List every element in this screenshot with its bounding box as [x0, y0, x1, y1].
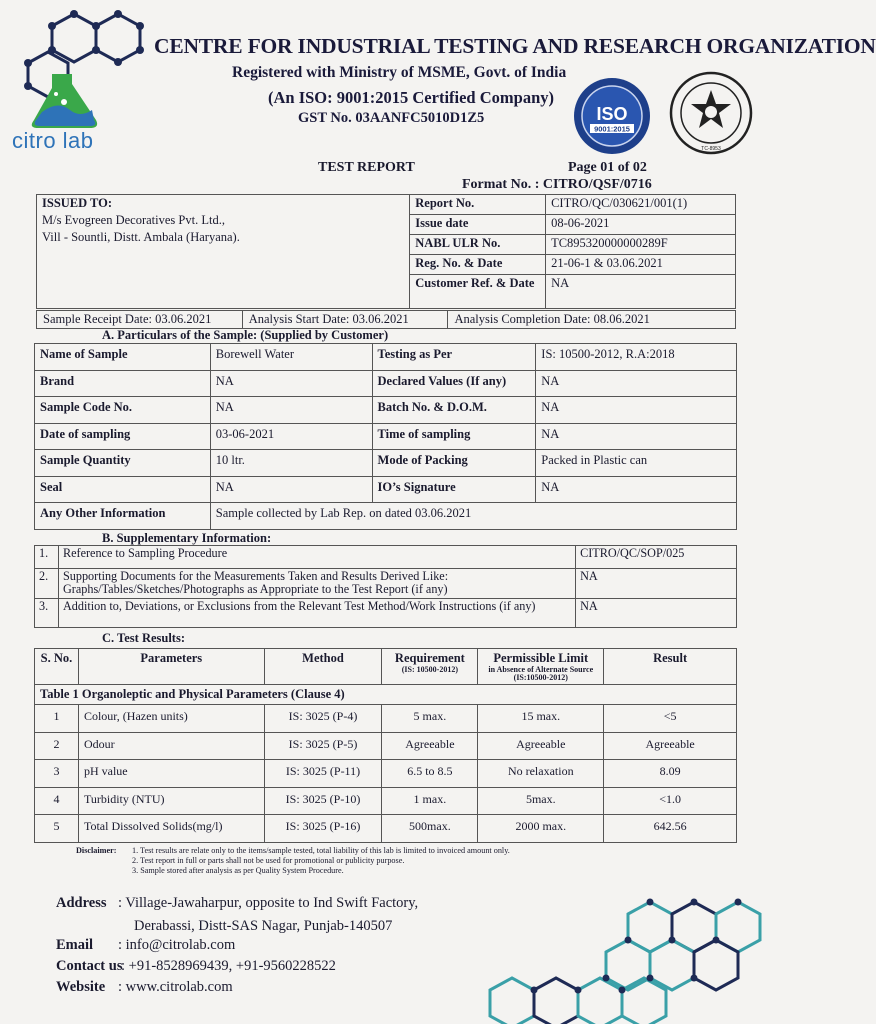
cell-requirement: Agreeable	[382, 732, 478, 760]
cell-requirement: 1 max.	[382, 787, 478, 815]
table-row	[35, 732, 737, 760]
cell-requirement: 6.5 to 8.5	[382, 760, 478, 788]
table-row	[35, 450, 737, 477]
address-label: Address	[56, 895, 107, 911]
field-label: Seal	[35, 476, 211, 503]
page-number: Page 01 of 02	[568, 160, 647, 175]
report-no-label: Report No.	[410, 195, 546, 215]
col-parameters: Parameters	[78, 649, 264, 685]
row-number: 2.	[35, 569, 59, 599]
cell-method: IS: 3025 (P-16)	[264, 815, 382, 843]
cell-permissible: No relaxation	[478, 760, 604, 788]
disclaimer-item: 2. Test report in full or parts shall not be used for promotional or publicity purpose.	[132, 856, 405, 865]
table-row	[35, 787, 737, 815]
field-value: 10 ltr.	[210, 450, 372, 477]
table-row	[35, 569, 737, 599]
cell-permissible: Agreeable	[478, 732, 604, 760]
disclaimer-label-text: Disclaimer:	[76, 846, 117, 855]
row-text: Supporting Documents for the Measurements Taken and Results Derived Like: Graphs/Tables/Sketches/Photographs as Appropriate to the Test Report (if any)	[58, 569, 575, 599]
table-row	[35, 705, 737, 733]
issue-date-label: Issue date	[410, 215, 546, 235]
iso-seal-text: ISO	[596, 104, 628, 124]
reg-no-label: Reg. No. & Date	[410, 255, 546, 275]
field-value: Sample collected by Lab Rep. on dated 03.06.2021	[210, 503, 736, 530]
table-row	[35, 397, 737, 424]
format-number: Format No. : CITRO/QSF/0716	[462, 177, 652, 192]
section-b-heading: B. Supplementary Information:	[102, 531, 272, 545]
cell-sno: 2	[35, 732, 79, 760]
col-requirement	[382, 649, 478, 685]
row-text: Reference to Sampling Procedure	[58, 546, 575, 569]
analysis-start-date: Analysis Start Date: 03.06.2021	[242, 311, 448, 329]
cell-permissible: 5max.	[478, 787, 604, 815]
contact-label: Contact us	[56, 958, 123, 974]
contact-numbers: : +91-8528969439, +91-9560228522	[121, 958, 336, 974]
row-value: NA	[576, 569, 737, 599]
field-label: Sample Quantity	[35, 450, 211, 477]
cell-sno: 4	[35, 787, 79, 815]
table-title: Table 1 Organoleptic and Physical Parameters (Clause 4)	[35, 685, 737, 705]
email-label: Email	[56, 937, 94, 953]
field-label: Mode of Packing	[372, 450, 536, 477]
issued-to-table	[36, 194, 736, 309]
issued-to-cell	[37, 195, 410, 309]
cell-sno: 3	[35, 760, 79, 788]
field-value: NA	[210, 397, 372, 424]
website-label: Website	[56, 979, 106, 995]
permissible-subheader: in Absence of Alternate Source (IS:10500-2012)	[488, 665, 594, 683]
address-line-1: : Village-Jawaharpur, opposite to Ind Swift Factory,	[118, 895, 419, 911]
reg-no-value: 21-06-1 & 03.06.2021	[546, 255, 736, 275]
table-row	[35, 476, 737, 503]
field-label: Testing as Per	[372, 344, 536, 371]
table-row	[35, 503, 737, 530]
field-label: Name of Sample	[35, 344, 211, 371]
requirement-subheader: (IS: 10500-2012)	[401, 665, 458, 674]
field-value: NA	[210, 370, 372, 397]
cell-permissible: 15 max.	[478, 705, 604, 733]
cell-requirement: 5 max.	[382, 705, 478, 733]
sample-receipt-date: Sample Receipt Date: 03.06.2021	[37, 311, 243, 329]
iso-certification-seal	[572, 76, 652, 156]
field-value: 03-06-2021	[210, 423, 372, 450]
analysis-completion-date: Analysis Completion Date: 08.06.2021	[448, 311, 736, 329]
brand-name: citro lab	[12, 128, 94, 153]
cell-result: Agreeable	[604, 732, 737, 760]
row-number: 1.	[35, 546, 59, 569]
test-results-table	[34, 648, 737, 843]
customer-ref-label: Customer Ref. & Date	[410, 275, 546, 309]
field-value: Borewell Water	[210, 344, 372, 371]
cell-result: 8.09	[604, 760, 737, 788]
field-label: Batch No. & D.O.M.	[372, 397, 536, 424]
organization-title: CENTRE FOR INDUSTRIAL TESTING AND RESEARCH ORGANIZATION	[154, 34, 876, 58]
cell-permissible: 2000 max.	[478, 815, 604, 843]
field-value: NA	[210, 476, 372, 503]
email-link[interactable]: : info@citrolab.com	[118, 937, 236, 953]
field-label: Declared Values (If any)	[372, 370, 536, 397]
table-row	[37, 195, 736, 215]
report-no-value: CITRO/QC/030621/001(1)	[546, 195, 736, 215]
sample-particulars-table	[34, 343, 737, 530]
row-text: Addition to, Deviations, or Exclusions from the Relevant Test Method/Work Instructions (if any)	[58, 598, 575, 627]
cell-result: <5	[604, 705, 737, 733]
field-label: Brand	[35, 370, 211, 397]
iso-certified-line: (An ISO: 9001:2015 Certified Company)	[268, 88, 554, 107]
cell-parameter: pH value	[78, 760, 264, 788]
disclaimer-item: 3. Sample stored after analysis as per Quality System Procedure.	[132, 866, 344, 875]
cell-requirement: 500max.	[382, 815, 478, 843]
cell-result: <1.0	[604, 787, 737, 815]
cell-parameter: Total Dissolved Solids(mg/l)	[78, 815, 264, 843]
table-row	[35, 598, 737, 627]
field-label: Sample Code No.	[35, 397, 211, 424]
table-row	[35, 546, 737, 569]
permissible-header: Permissible Limit	[493, 651, 589, 665]
table-row	[35, 344, 737, 371]
cell-method: IS: 3025 (P-5)	[264, 732, 382, 760]
table-row	[37, 311, 736, 329]
issued-to-label: ISSUED TO:	[42, 196, 113, 210]
col-method: Method	[264, 649, 382, 685]
cell-parameter: Turbidity (NTU)	[78, 787, 264, 815]
requirement-header: Requirement	[394, 651, 465, 665]
disclaimer-items	[132, 846, 510, 876]
col-result: Result	[604, 649, 737, 685]
row-number: 3.	[35, 598, 59, 627]
table-header-row	[35, 649, 737, 685]
cell-method: IS: 3025 (P-11)	[264, 760, 382, 788]
field-label: IO’s Signature	[372, 476, 536, 503]
issue-date-value: 08-06-2021	[546, 215, 736, 235]
website-link[interactable]: : www.citrolab.com	[118, 979, 233, 995]
cell-method: IS: 3025 (P-10)	[264, 787, 382, 815]
client-name: M/s Evogreen Decoratives Pvt. Ltd.,	[42, 213, 225, 227]
field-value: NA	[536, 370, 737, 397]
customer-ref-value: NA	[546, 275, 736, 309]
row-value: NA	[576, 598, 737, 627]
cell-result: 642.56	[604, 815, 737, 843]
iso-seal-standard: 9001:2015	[594, 124, 630, 134]
row-value: CITRO/QC/SOP/025	[576, 546, 737, 569]
field-value: Packed in Plastic can	[536, 450, 737, 477]
disclaimer-label	[76, 846, 116, 856]
field-value: NA	[536, 476, 737, 503]
ulr-value: TC895320000000289F	[546, 235, 736, 255]
table-row	[35, 370, 737, 397]
cell-method: IS: 3025 (P-4)	[264, 705, 382, 733]
sample-dates-table	[36, 310, 736, 329]
report-title: TEST REPORT	[318, 160, 415, 175]
registration-line: Registered with Ministry of MSME, Govt. of India	[232, 64, 567, 81]
client-address: Vill - Sountli, Distt. Ambala (Haryana).	[42, 230, 240, 244]
field-label: Time of sampling	[372, 423, 536, 450]
field-label: Date of sampling	[35, 423, 211, 450]
section-c-heading: C. Test Results:	[102, 631, 185, 645]
cell-sno: 5	[35, 815, 79, 843]
cell-parameter: Colour, (Hazen units)	[78, 705, 264, 733]
field-value: NA	[536, 397, 737, 424]
table-row	[35, 815, 737, 843]
tc-seal-code: TC-8953	[701, 146, 721, 152]
table-row	[35, 423, 737, 450]
testing-lab-seal	[668, 70, 754, 156]
table-row	[35, 760, 737, 788]
decorative-hexagons	[478, 884, 768, 1024]
cell-parameter: Odour	[78, 732, 264, 760]
supplementary-info-table	[34, 545, 737, 628]
disclaimer-item: 1. Test results are relate only to the items/sample tested, total liability of this lab is limited to invoiced amount only.	[132, 846, 510, 855]
field-value: NA	[536, 423, 737, 450]
field-label: Any Other Information	[35, 503, 211, 530]
gst-number: GST No. 03AANFC5010D1Z5	[298, 110, 485, 126]
col-permissible-limit	[478, 649, 604, 685]
col-sno: S. No.	[35, 649, 79, 685]
table-title-row	[35, 685, 737, 705]
cell-sno: 1	[35, 705, 79, 733]
address-line-2: Derabassi, Distt-SAS Nagar, Punjab-140507	[134, 918, 393, 934]
field-value: IS: 10500-2012, R.A:2018	[536, 344, 737, 371]
ulr-label: NABL ULR No.	[410, 235, 546, 255]
section-a-heading: A. Particulars of the Sample: (Supplied by Customer)	[102, 328, 389, 342]
